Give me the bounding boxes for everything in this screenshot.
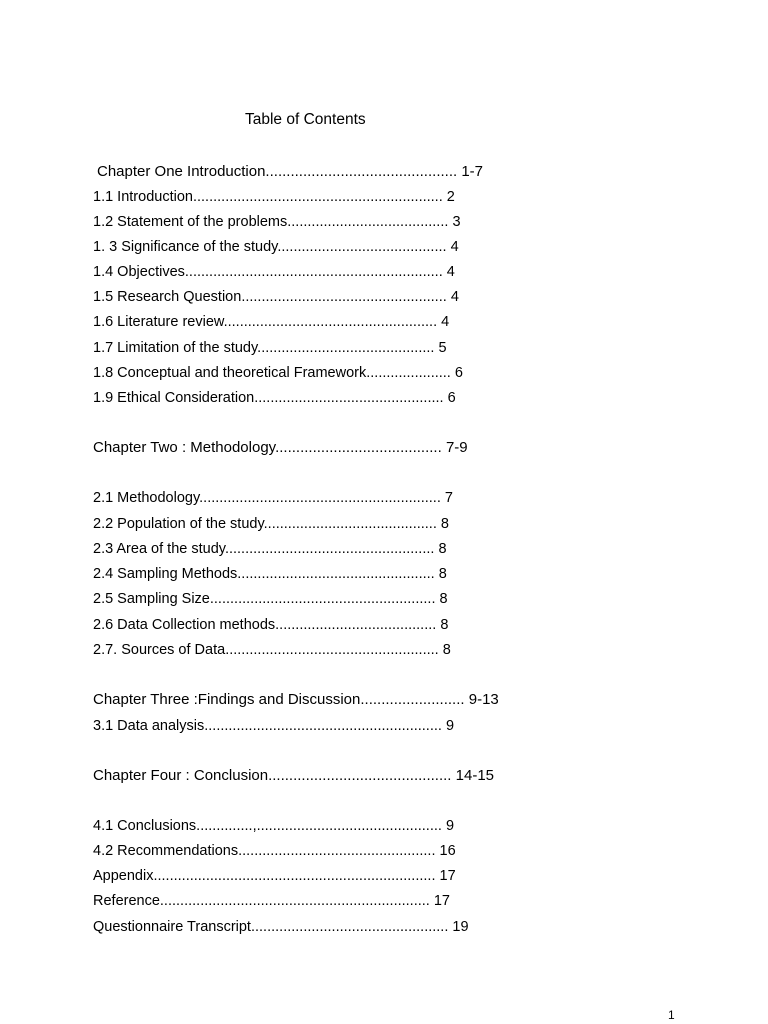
toc-entry-title: Chapter Four : Conclusion bbox=[93, 767, 269, 784]
toc-leader-dots: ......................... bbox=[360, 691, 465, 708]
toc-entry-title: 1.9 Ethical Consideration bbox=[93, 390, 255, 406]
toc-entry bbox=[93, 866, 456, 886]
toc-leader-dots: .................................................... bbox=[224, 541, 435, 557]
toc-entry-page: 2 bbox=[446, 189, 455, 205]
toc-leader-dots: ................................................. bbox=[238, 843, 436, 859]
toc-entry-page: 7-9 bbox=[445, 439, 468, 456]
toc-entry-title: 1.6 Literature review bbox=[93, 314, 224, 330]
toc-leader-dots: ........................................................... bbox=[204, 718, 442, 734]
toc-entry-page: 9 bbox=[445, 718, 455, 734]
toc-entry bbox=[93, 312, 449, 332]
toc-leader-dots: ............................................ bbox=[273, 163, 458, 180]
toc-entry bbox=[93, 716, 454, 736]
page-title: Table of Contents bbox=[245, 111, 366, 128]
toc-leader-dots: ............................................ bbox=[268, 767, 452, 784]
toc-leader-dots: ........................................................ bbox=[209, 591, 436, 607]
toc-chapter-entry bbox=[93, 766, 494, 786]
toc-entry-title: 1.1 Introduction bbox=[93, 189, 193, 205]
toc-entry bbox=[93, 262, 455, 282]
toc-entry bbox=[93, 615, 448, 635]
toc-leader-dots: ................................................................ bbox=[184, 264, 443, 280]
toc-entry-title: 1.5 Research Question bbox=[93, 289, 242, 305]
toc-entry-page: 1-7 bbox=[461, 163, 484, 180]
toc-entry-page: 4 bbox=[441, 314, 450, 330]
toc-entry bbox=[93, 338, 447, 358]
toc-entry-page: 8 bbox=[440, 516, 449, 532]
toc-entry bbox=[93, 187, 455, 207]
toc-chapter-entry bbox=[93, 690, 499, 710]
toc-entry-page: 6 bbox=[447, 390, 456, 406]
toc-entry bbox=[93, 589, 448, 609]
toc-entry bbox=[93, 539, 447, 559]
toc-entry-title: Chapter One Introduction.. bbox=[97, 163, 274, 180]
toc-entry-title: 2.6 Data Collection methods bbox=[93, 617, 276, 633]
toc-entry bbox=[93, 287, 459, 307]
toc-entry bbox=[93, 488, 453, 508]
toc-entry-page: 8 bbox=[440, 617, 449, 633]
toc-leader-dots: ..................................................... bbox=[225, 642, 439, 658]
toc-entry-page: 17 bbox=[439, 868, 456, 884]
toc-entry-title: 4.1 Conclusions bbox=[93, 818, 197, 834]
toc-entry bbox=[93, 237, 459, 257]
toc-entry-title: 2.1 Methodology bbox=[93, 490, 200, 506]
toc-entry-title: Chapter Three :Findings and Discussion bbox=[93, 691, 361, 708]
toc-leader-dots: ............................................................ bbox=[199, 490, 441, 506]
toc-chapter-entry bbox=[93, 438, 468, 458]
toc-entry-title: 2.4 Sampling Methods bbox=[93, 566, 238, 582]
toc-entry-page: 17 bbox=[433, 893, 450, 909]
toc-entry bbox=[93, 514, 449, 534]
toc-entry-page: 4 bbox=[450, 289, 459, 305]
toc-entry bbox=[93, 212, 461, 232]
toc-entry bbox=[93, 564, 447, 584]
page-number: 1 bbox=[668, 1008, 675, 1022]
toc-leader-dots: ........................................... bbox=[263, 516, 437, 532]
toc-entry-page: 8 bbox=[439, 591, 448, 607]
toc-entry-page: 5 bbox=[438, 340, 447, 356]
toc-leader-dots: ..............,.............................................. bbox=[196, 818, 442, 834]
toc-leader-dots: ................................................................... bbox=[159, 893, 430, 909]
toc-entry bbox=[93, 388, 456, 408]
toc-entry bbox=[93, 891, 450, 911]
toc-entry-page: 8 bbox=[438, 566, 447, 582]
toc-leader-dots: .............................................................. bbox=[192, 189, 443, 205]
toc-entry-page: 8 bbox=[438, 541, 447, 557]
toc-leader-dots: ...................................................................... bbox=[153, 868, 436, 884]
toc-entry-page: 4 bbox=[450, 239, 459, 255]
toc-entry-title: 2.7. Sources of Data bbox=[93, 642, 226, 658]
toc-entry bbox=[93, 841, 456, 861]
toc-entry-page: 7 bbox=[444, 490, 453, 506]
toc-leader-dots: ................................................... bbox=[241, 289, 447, 305]
toc-entry-page: 19 bbox=[452, 919, 469, 935]
toc-entry-title: Questionnaire Transcript bbox=[93, 919, 251, 935]
toc-entry-page: 16 bbox=[439, 843, 456, 859]
toc-leader-dots: ........................................ bbox=[287, 214, 449, 230]
toc-entry-page: 9 bbox=[445, 818, 455, 834]
toc-leader-dots: ............................................ bbox=[257, 340, 435, 356]
toc-entry bbox=[93, 816, 454, 836]
toc-entry-title: 2.3 Area of the study bbox=[93, 541, 225, 557]
toc-entry-title: 1.2 Statement of the problems bbox=[93, 214, 288, 230]
toc-entry-title: 1.4 Objectives bbox=[93, 264, 185, 280]
toc-entry-title: 1. 3 Significance of the study bbox=[93, 239, 278, 255]
toc-entry-title: 4.2 Recommendations bbox=[93, 843, 239, 859]
toc-leader-dots: ..................... bbox=[366, 365, 451, 381]
toc-entry-page: 3 bbox=[452, 214, 461, 230]
toc-entry-page: 9-13 bbox=[468, 691, 499, 708]
toc-entry-title: Reference bbox=[93, 893, 160, 909]
toc-leader-dots: ........................................ bbox=[275, 439, 442, 456]
toc-leader-dots: ........................................ bbox=[275, 617, 437, 633]
toc-entry-title: Chapter Two : Methodology bbox=[93, 439, 276, 456]
toc-entry-title: 3.1 Data analysis bbox=[93, 718, 205, 734]
toc-entry-page: 4 bbox=[446, 264, 455, 280]
toc-entry bbox=[93, 917, 469, 937]
toc-leader-dots: .......................................... bbox=[277, 239, 447, 255]
toc-entry-page: 8 bbox=[442, 642, 451, 658]
toc-entry bbox=[93, 640, 451, 660]
toc-entry-title: 2.5 Sampling Size bbox=[93, 591, 210, 607]
toc-entry-page: 6 bbox=[454, 365, 463, 381]
toc-leader-dots: ............................................... bbox=[254, 390, 444, 406]
toc-entry-page: 14-15 bbox=[455, 767, 495, 784]
toc-entry-title: Appendix bbox=[93, 868, 154, 884]
toc-entry-title: 1.8 Conceptual and theoretical Framework bbox=[93, 365, 367, 381]
toc-entry-title: 1.7 Limitation of the study bbox=[93, 340, 258, 356]
toc-entry bbox=[93, 363, 463, 383]
toc-leader-dots: ................................................. bbox=[237, 566, 435, 582]
toc-entry-title: 2.2 Population of the study bbox=[93, 516, 264, 532]
toc-leader-dots: ..................................................... bbox=[223, 314, 438, 330]
toc-chapter-entry bbox=[97, 162, 483, 182]
toc-leader-dots: ................................................. bbox=[250, 919, 449, 935]
